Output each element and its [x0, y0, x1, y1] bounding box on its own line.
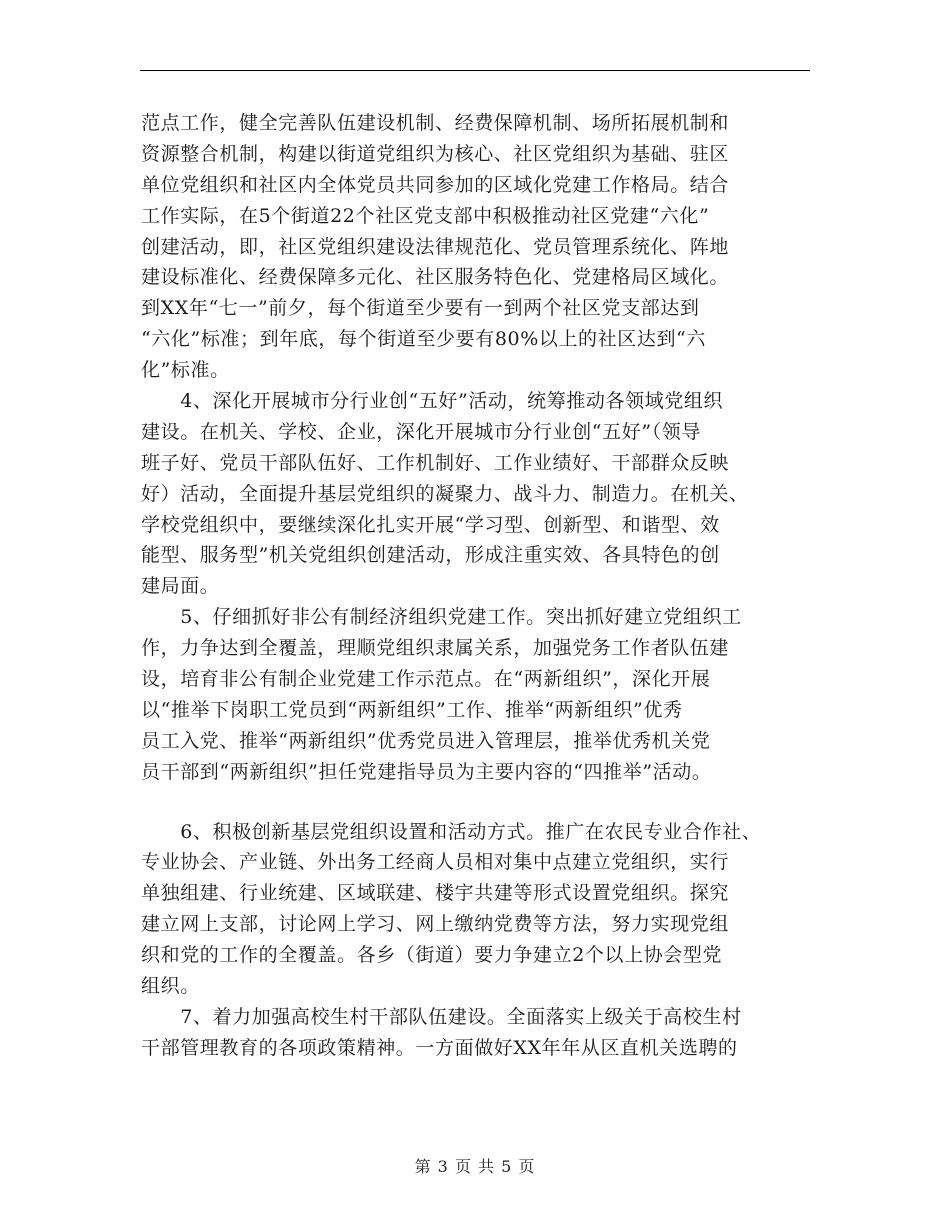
text-line: 作，力争达到全覆盖，理顺党组织隶属关系，加强党务工作者队伍建 [141, 637, 730, 660]
text-line: 建立网上支部，讨论网上学习、网上缴纳党费等方法，努力实现党组 [141, 913, 730, 936]
text-line: 范点工作，健全完善队伍建设机制、经费保障机制、场所拓展机制和 [141, 112, 730, 134]
text-line: 单独组建、行业统建、区域联建、楼宇共建等形式设置党组织。探究 [141, 882, 730, 905]
text-line: 能型、服务型”机关党组织创建活动，形成注重实效、各具特色的创 [141, 544, 720, 567]
text-line: 学校党组织中，要继续深化扎实开展“学习型、创新型、和谐型、效 [141, 513, 720, 536]
blank-line [141, 788, 813, 817]
text-line: 6、积极创新基层党组织设置和活动方式。推广在农民专业合作社、 [141, 820, 762, 843]
page-number-footer: 第 3 页 共 5 页 [414, 1157, 536, 1176]
text-line: 建设。在机关、学校、企业，深化开展城市分行业创“五好”（领导 [141, 420, 701, 443]
text-line: 专业协会、产业链、外出务工经商人员相对集中点建立党组织，实行 [141, 851, 730, 874]
text-line: 工作实际，在5个街道22个社区党支部中积极推动社区党建“六化” [141, 204, 710, 227]
text-line: 化”标准。 [141, 359, 230, 382]
text-line: 单位党组织和社区内全体党员共同参加的区域化党建工作格局。结合 [141, 173, 730, 196]
text-line: 员干部到“两新组织”担任党建指导员为主要内容的“四推举”活动。 [141, 760, 712, 783]
text-line: 设，培育非公有制企业党建工作示范点。在“两新组织”，深化开展 [141, 668, 711, 691]
text-line: 建局面。 [141, 575, 220, 598]
text-line: 资源整合机制，构建以街道党组织为核心、社区党组织为基础、驻区 [141, 142, 730, 165]
text-line: 创建活动，即，社区党组织建设法律规范化、党员管理系统化、阵地 [141, 235, 730, 258]
text-line: 员工入党、推举“两新组织”优秀党员进入管理层，推举优秀机关党 [141, 729, 711, 752]
document-body [141, 108, 813, 1064]
text-line: 到XX年“七一”前夕，每个街道至少要有一到两个社区党支部达到 [141, 297, 700, 320]
text-line: 织和党的工作的全覆盖。各乡（街道）要力争建立2个以上协会型党 [141, 944, 723, 967]
text-line: 建设标准化、经费保障多元化、社区服务特色化、党建格局区域化。 [141, 266, 730, 289]
text-line: “六化”标准；到年底，每个街道至少要有80%以上的社区达到“六 [141, 328, 706, 351]
text-line: 组织。 [141, 975, 200, 998]
text-line: 好）活动，全面提升基层党组织的凝聚力、战斗力、制造力。在机关、 [141, 482, 749, 505]
text-line: 4、深化开展城市分行业创“五好”活动，统筹推动各领域党组织 [141, 390, 724, 413]
header-rule [140, 70, 810, 71]
text-line: 7、着力加强高校生村干部队伍建设。全面落实上级关于高校生村 [141, 1005, 742, 1028]
text-line: 5、仔细抓好非公有制经济组织党建工作。突出抓好建立党组织工 [141, 606, 742, 629]
text-line: 以“推举下岗职工党员到“两新组织”工作、推举“两新组织”优秀 [141, 698, 683, 721]
text-line: 班子好、党员干部队伍好、工作机制好、工作业绩好、干部群众反映 [141, 451, 730, 474]
text-line: 干部管理教育的各项政策精神。一方面做好XX年年从区直机关选聘的 [141, 1036, 738, 1059]
